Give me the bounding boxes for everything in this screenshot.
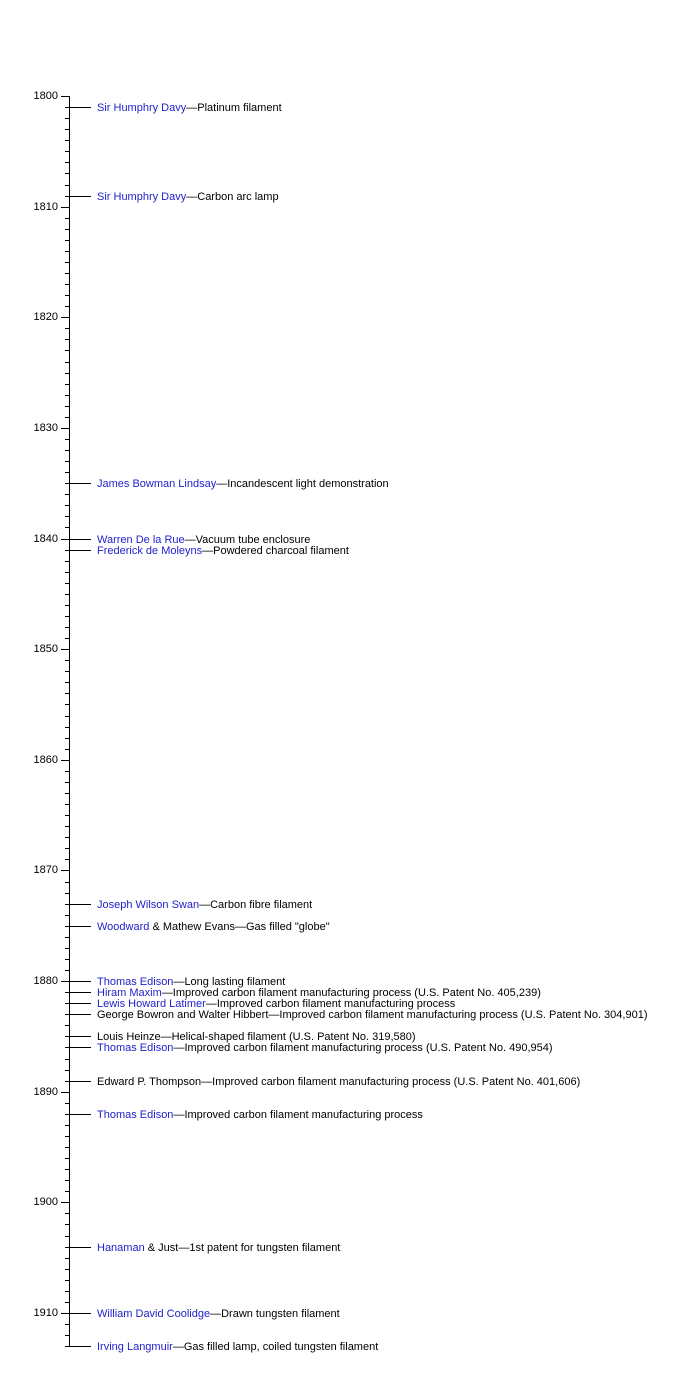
event-description: —Carbon arc lamp [186,191,279,203]
axis-tick-minor [65,848,69,849]
event-description: —Improved carbon filament manufacturing process (U.S. Patent No. 405,239) [161,987,541,999]
event-connector [70,1313,91,1314]
person-link[interactable]: Lewis Howard Latimer [97,998,206,1010]
axis-tick-minor [65,1014,69,1015]
person-name-suffix: & Mathew Evans [149,921,235,933]
timeline-event [97,1242,340,1254]
axis-tick-minor [65,1158,69,1159]
timeline-event [97,545,349,557]
axis-tick-minor [65,727,69,728]
axis-tick-minor [65,185,69,186]
axis-tick-major [61,96,69,97]
timeline-event [97,1042,553,1054]
event-description: —Platinum filament [186,102,282,114]
axis-tick-minor [65,1059,69,1060]
axis-tick-minor [65,970,69,971]
axis-tick-minor [65,483,69,484]
axis-tick-major [61,981,69,982]
timeline-event [97,1308,340,1320]
axis-year-label: 1890 [33,1086,58,1098]
axis-tick-minor [65,804,69,805]
event-description: —Improved carbon filament manufacturing process (U.S. Patent No. 490,954) [173,1042,553,1054]
event-connector [70,107,91,108]
axis-tick-minor [65,1169,69,1170]
event-connector [70,1003,91,1004]
axis-tick-minor [65,505,69,506]
axis-tick-minor [65,1269,69,1270]
person-link[interactable]: Frederick de Moleyns [97,545,203,557]
axis-tick-minor [65,583,69,584]
person-link[interactable]: Hanaman [97,1242,145,1254]
timeline-event [97,1076,580,1088]
axis-tick-major [61,870,69,871]
axis-tick-minor [65,550,69,551]
axis-tick-minor [65,704,69,705]
event-connector [70,1114,91,1115]
axis-tick-minor [65,1224,69,1225]
axis-tick-minor [65,1258,69,1259]
axis-tick-minor [65,937,69,938]
axis-tick-minor [65,129,69,130]
person-link[interactable]: Irving Langmuir [97,1341,173,1353]
axis-tick-minor [65,1335,69,1336]
axis-tick-minor [65,262,69,263]
event-connector [70,550,91,551]
axis-tick-minor [65,284,69,285]
axis-tick-minor [65,926,69,927]
axis-tick-minor [65,1291,69,1292]
timeline-event [97,1109,423,1121]
axis-tick-minor [65,660,69,661]
axis-tick-minor [65,1070,69,1071]
axis-year-label: 1810 [33,201,58,213]
axis-tick-minor [65,173,69,174]
axis-tick-minor [65,306,69,307]
axis-tick-major [61,539,69,540]
person-link[interactable]: William David Coolidge [97,1308,211,1320]
person-link[interactable]: Warren De la Rue [97,534,185,546]
axis-tick-minor [65,1147,69,1148]
axis-tick-minor [65,671,69,672]
axis-tick-minor [65,373,69,374]
axis-tick-minor [65,1180,69,1181]
axis-year-label: 1850 [33,643,58,655]
axis-tick-minor [65,782,69,783]
axis-tick-minor [65,140,69,141]
axis-tick-minor [65,1324,69,1325]
axis-tick-minor [65,1302,69,1303]
person-name-suffix: & Just [144,1242,179,1254]
event-description: —Long lasting filament [173,976,286,988]
axis-tick-minor [65,406,69,407]
timeline-event [97,102,282,114]
axis-tick-major [61,649,69,650]
person-link[interactable]: Thomas Edison [97,1042,174,1054]
timeline-event [97,921,330,933]
event-description: —Gas filled "globe" [234,921,330,933]
timeline-event [97,478,389,490]
timeline-event [97,899,312,911]
axis-year-label: 1820 [33,311,58,323]
axis-tick-minor [65,948,69,949]
axis-tick-minor [65,350,69,351]
axis-tick-minor [65,395,69,396]
axis-tick-minor [65,915,69,916]
axis-tick-minor [65,196,69,197]
axis-tick-minor [65,1036,69,1037]
axis-tick-minor [65,162,69,163]
event-connector [70,926,91,927]
event-connector [70,1081,91,1082]
event-description: —Improved carbon filament manufacturing process [205,998,456,1010]
person-link[interactable]: James Bowman Lindsay [97,478,217,490]
axis-tick-minor [65,151,69,152]
event-connector [70,1047,91,1048]
axis-tick-minor [65,1125,69,1126]
axis-tick-minor [65,417,69,418]
event-connector [70,1014,91,1015]
axis-tick-major [61,1092,69,1093]
axis-tick-minor [65,362,69,363]
axis-tick-minor [65,1136,69,1137]
axis-tick-minor [65,572,69,573]
person-link[interactable]: Sir Humphry Davy [97,102,187,114]
axis-tick-minor [65,738,69,739]
person-name: Louis Heinze [97,1031,161,1043]
event-description: —Powdered charcoal filament [202,545,349,557]
axis-tick-minor [65,328,69,329]
event-description: —Vacuum tube enclosure [184,534,311,546]
axis-tick-major [61,760,69,761]
person-name: Edward P. Thompson [97,1076,202,1088]
timeline-axis [69,96,70,1347]
axis-tick-minor [65,118,69,119]
event-connector [70,1247,91,1248]
event-description: —Drawn tungsten filament [210,1308,340,1320]
axis-tick-minor [65,638,69,639]
axis-year-label: 1830 [33,422,58,434]
axis-year-label: 1910 [33,1307,58,1319]
axis-tick-minor [65,461,69,462]
event-description: —Improved carbon filament manufacturing process [173,1109,423,1121]
person-link[interactable]: Joseph Wilson Swan [97,899,200,911]
axis-year-label: 1840 [33,533,58,545]
axis-year-label: 1870 [33,864,58,876]
timeline-event [97,1009,647,1021]
axis-tick-minor [65,882,69,883]
timeline-event [97,1341,378,1353]
axis-tick-minor [65,1047,69,1048]
axis-tick-minor [65,837,69,838]
axis-tick-minor [65,616,69,617]
axis-tick-minor [65,1236,69,1237]
person-link[interactable]: Thomas Edison [97,976,174,988]
axis-tick-minor [65,218,69,219]
axis-tick-minor [65,516,69,517]
axis-tick-minor [65,494,69,495]
axis-tick-minor [65,716,69,717]
event-connector [70,196,91,197]
axis-tick-minor [65,229,69,230]
event-description: —Incandescent light demonstration [216,478,389,490]
axis-year-label: 1860 [33,754,58,766]
event-description: —Helical-shaped filament (U.S. Patent No. 319,580) [160,1031,416,1043]
axis-tick-minor [65,107,69,108]
axis-tick-minor [65,472,69,473]
axis-tick-minor [65,1247,69,1248]
axis-tick-minor [65,295,69,296]
person-link[interactable]: Woodward [97,921,150,933]
axis-tick-minor [65,693,69,694]
event-connector [70,1036,91,1037]
axis-tick-minor [65,527,69,528]
timeline-event [97,191,279,203]
axis-tick-minor [65,1103,69,1104]
axis-tick-minor [65,561,69,562]
axis-tick-minor [65,594,69,595]
axis-tick-major [61,1313,69,1314]
event-description: —Carbon fibre filament [199,899,313,911]
axis-tick-minor [65,1191,69,1192]
axis-tick-minor [65,1346,69,1347]
axis-tick-minor [65,1114,69,1115]
axis-tick-minor [65,904,69,905]
axis-tick-minor [65,339,69,340]
axis-tick-minor [65,251,69,252]
person-link[interactable]: Thomas Edison [97,1109,174,1121]
axis-tick-minor [65,450,69,451]
axis-tick-major [61,1202,69,1203]
axis-tick-minor [65,627,69,628]
axis-tick-minor [65,815,69,816]
event-connector [70,1346,91,1347]
event-connector [70,992,91,993]
event-connector [70,483,91,484]
axis-tick-minor [65,273,69,274]
axis-tick-minor [65,1003,69,1004]
axis-tick-minor [65,1025,69,1026]
event-description: —Gas filled lamp, coiled tungsten filament [172,1341,379,1353]
axis-tick-minor [65,605,69,606]
event-connector [70,981,91,982]
axis-tick-major [61,428,69,429]
event-description: —Improved carbon filament manufacturing process (U.S. Patent No. 401,606) [201,1076,581,1088]
person-name: George Bowron and Walter Hibbert [97,1009,269,1021]
axis-tick-minor [65,682,69,683]
axis-year-label: 1900 [33,1196,58,1208]
axis-tick-minor [65,859,69,860]
person-link[interactable]: Hiram Maxim [97,987,162,999]
axis-tick-minor [65,439,69,440]
axis-tick-minor [65,893,69,894]
axis-tick-minor [65,1213,69,1214]
axis-year-label: 1880 [33,975,58,987]
event-description: —Improved carbon filament manufacturing process (U.S. Patent No. 304,901) [268,1009,648,1021]
event-description: —1st patent for tungsten filament [178,1242,341,1254]
axis-tick-major [61,207,69,208]
axis-tick-minor [65,992,69,993]
axis-tick-minor [65,793,69,794]
axis-year-label: 1800 [33,90,58,102]
axis-tick-minor [65,240,69,241]
axis-tick-minor [65,1081,69,1082]
axis-tick-minor [65,1280,69,1281]
person-link[interactable]: Sir Humphry Davy [97,191,187,203]
axis-tick-minor [65,771,69,772]
event-connector [70,904,91,905]
axis-tick-minor [65,826,69,827]
axis-tick-minor [65,749,69,750]
event-connector [70,539,91,540]
axis-tick-minor [65,959,69,960]
axis-tick-minor [65,384,69,385]
axis-tick-major [61,317,69,318]
